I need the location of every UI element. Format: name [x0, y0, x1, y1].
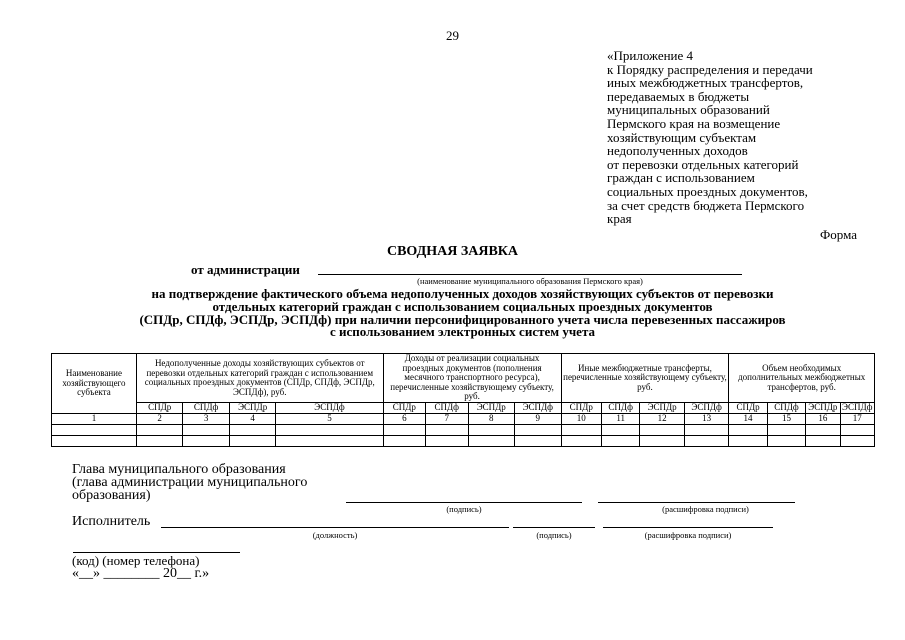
appendix-line: хозяйствующим субъектам	[607, 129, 757, 145]
appendix-line: недополученных доходов	[607, 143, 748, 159]
head-signatory-label	[72, 463, 307, 503]
column-number: 9	[515, 414, 562, 425]
head-signatory-line: образования)	[72, 488, 151, 504]
subheader-cell: ЭСПДф	[515, 403, 562, 414]
header-other-transfers: Иные межбюджетные трансферты, перечисленные хозяйствующему субъекту, руб.	[561, 354, 729, 403]
column-number: 10	[561, 414, 601, 425]
document-title: СВОДНАЯ ЗАЯВКА	[386, 244, 519, 259]
table-cell[interactable]	[684, 436, 729, 447]
appendix-line: муниципальных образований	[607, 102, 770, 118]
appendix-line: передаваемых в бюджеты	[607, 88, 750, 104]
subheader-cell: СПДр	[383, 403, 425, 414]
page-number: 29	[446, 28, 459, 43]
table-cell[interactable]	[52, 425, 137, 436]
table-cell[interactable]	[515, 425, 562, 436]
appendix-note	[607, 49, 857, 226]
column-number: 5	[276, 414, 383, 425]
table-row	[52, 425, 875, 436]
admin-name-caption: (наименование муниципального образования Пермского края)	[417, 276, 643, 286]
appendix-line: граждан с использованием	[607, 170, 755, 186]
signature-caption: (подпись)	[536, 530, 572, 540]
table-cell[interactable]	[640, 425, 684, 436]
table-cell[interactable]	[229, 425, 276, 436]
subheader-cell: СПДр	[136, 403, 183, 414]
subheader-cell: ЭСПДр	[229, 403, 276, 414]
appendix-line: социальных проездных документов,	[607, 183, 808, 199]
column-number: 12	[640, 414, 684, 425]
date-field[interactable]: «__» ________ 20__ г.»	[72, 566, 210, 581]
column-number: 2	[136, 414, 183, 425]
table-cell[interactable]	[561, 436, 601, 447]
table-cell[interactable]	[383, 436, 425, 447]
table-cell[interactable]	[806, 425, 840, 436]
appendix-line: края	[607, 211, 632, 227]
subheader-cell: ЭСПДф	[684, 403, 729, 414]
table-cell[interactable]	[183, 436, 230, 447]
column-number: 13	[684, 414, 729, 425]
form-label: Форма	[820, 227, 857, 242]
executor-position-field[interactable]	[161, 527, 509, 528]
table-cell[interactable]	[601, 425, 639, 436]
table-cell[interactable]	[767, 425, 805, 436]
appendix-line: к Порядку распределения и передачи	[607, 61, 813, 77]
table-cell[interactable]	[52, 436, 137, 447]
table-cell[interactable]	[468, 436, 515, 447]
column-number: 14	[729, 414, 767, 425]
column-number: 1	[52, 414, 137, 425]
header-entity-name: Наименование хозяйствующего субъекта	[52, 354, 137, 414]
subheader-cell: СПДр	[729, 403, 767, 414]
column-number: 11	[601, 414, 639, 425]
subtitle-line: отдельных категорий граждан с использованием социальных проездных документов	[212, 298, 713, 314]
subheader-cell: СПДф	[183, 403, 230, 414]
table-row	[52, 436, 875, 447]
table-cell[interactable]	[684, 425, 729, 436]
header-additional-transfers: Объем необходимых дополнительных межбюджетных трансфертов, руб.	[729, 354, 875, 403]
appendix-line: иных межбюджетных трансфертов,	[607, 75, 804, 91]
table-cell[interactable]	[276, 436, 383, 447]
document-subtitle	[60, 288, 865, 339]
summary-table	[51, 353, 875, 447]
subtitle-line: на подтверждение фактического объема недополученных доходов хозяйствующих субъектов от перевозки	[151, 286, 774, 301]
subheader-cell: СПДф	[767, 403, 805, 414]
table-cell[interactable]	[136, 436, 183, 447]
table-cell[interactable]	[136, 425, 183, 436]
table-cell[interactable]	[468, 425, 515, 436]
head-signatory-line: (глава администрации муниципального	[72, 475, 308, 491]
subheader-cell: СПДф	[426, 403, 468, 414]
table-cell[interactable]	[229, 436, 276, 447]
table-cell[interactable]	[767, 436, 805, 447]
subheader-cell: СПДр	[561, 403, 601, 414]
phone-caption: (код) (номер телефона)	[72, 553, 200, 568]
executor-label: Исполнитель	[72, 514, 151, 529]
subheader-cell: ЭСПДр	[806, 403, 840, 414]
subtitle-line: с использованием электронных систем учета	[330, 324, 595, 340]
column-number: 8	[468, 414, 515, 425]
header-lost-income: Недополученные доходы хозяйствующих субъектов от перевозки отдельных категорий граждан с использованием социальных проездных документов (СПДр, СПДф, ЭСПДр, ЭСПДф), руб.	[136, 354, 383, 403]
column-number: 4	[229, 414, 276, 425]
table-cell[interactable]	[276, 425, 383, 436]
column-number: 7	[426, 414, 468, 425]
table-cell[interactable]	[515, 436, 562, 447]
table-cell[interactable]	[383, 425, 425, 436]
from-admin-label: от администрации	[191, 262, 300, 277]
table-cell[interactable]	[729, 425, 767, 436]
signature-decode-caption: (расшифровка подписи)	[662, 504, 749, 514]
column-number: 15	[767, 414, 805, 425]
table-cell[interactable]	[840, 425, 874, 436]
appendix-line: за счет средств бюджета Пермского	[607, 197, 805, 213]
column-number: 17	[840, 414, 874, 425]
subtitle-line: (СПДр, СПДф, ЭСПДр, ЭСПДф) при наличии персонифицированного учета числа перевезенных пассажиров	[139, 311, 786, 327]
table-cell[interactable]	[601, 436, 639, 447]
table-cell[interactable]	[840, 436, 874, 447]
column-number: 6	[383, 414, 425, 425]
subheader-cell: СПДф	[601, 403, 639, 414]
head-signature-decode-field[interactable]	[598, 502, 795, 503]
table-cell[interactable]	[183, 425, 230, 436]
subheader-cell: ЭСПДф	[840, 403, 874, 414]
table-cell[interactable]	[426, 436, 468, 447]
head-signatory-line: Глава муниципального образования	[72, 462, 286, 477]
position-caption: (должность)	[312, 530, 358, 540]
appendix-line: Пермского края на возмещение	[607, 115, 781, 131]
subheader-cell: ЭСПДр	[468, 403, 515, 414]
subheader-cell: ЭСПДф	[276, 403, 383, 414]
column-number: 16	[806, 414, 840, 425]
table-cell[interactable]	[729, 436, 767, 447]
table-cell[interactable]	[561, 425, 601, 436]
signature-caption: (подпись)	[446, 504, 482, 514]
table-cell[interactable]	[806, 436, 840, 447]
appendix-line: «Приложение 4	[607, 48, 694, 63]
table-cell[interactable]	[640, 436, 684, 447]
table-cell[interactable]	[426, 425, 468, 436]
signature-decode-caption: (расшифровка подписи)	[644, 530, 732, 540]
head-signature-field[interactable]	[346, 502, 582, 503]
executor-decode-field[interactable]	[603, 527, 773, 528]
appendix-line: от перевозки отдельных категорий	[607, 156, 799, 172]
admin-name-field[interactable]	[318, 274, 742, 275]
column-number: 3	[183, 414, 230, 425]
executor-signature-field[interactable]	[513, 527, 595, 528]
subheader-cell: ЭСПДр	[640, 403, 684, 414]
header-sales-income: Доходы от реализации социальных проездных документов (пополнения месячного транспортного ресурса), перечисленные хозяйствующему субъекту, руб.	[383, 354, 561, 403]
